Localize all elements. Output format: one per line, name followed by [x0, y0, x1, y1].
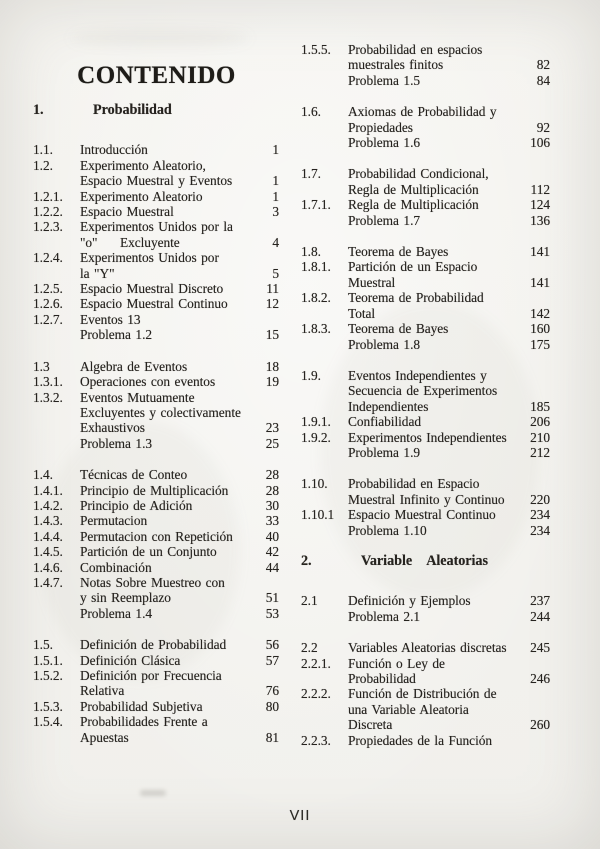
toc-section-heading: [301, 554, 550, 569]
entry-number: 1.8.3.: [301, 321, 331, 337]
entry-number: 1.3.1.: [33, 374, 63, 390]
entry-text: [80, 189, 253, 204]
toc-entry: [301, 104, 550, 135]
entry-page: 51: [265, 590, 279, 606]
entry-text: [348, 609, 524, 624]
toc-entry: [301, 135, 550, 150]
entry-page: 206: [530, 414, 550, 430]
entry-page: 82: [536, 57, 550, 73]
entry-line: la "Y": [80, 265, 115, 281]
entry-number: 1.4.7.: [33, 574, 63, 590]
entry-text: [348, 640, 524, 655]
entry-page: 5: [272, 265, 279, 281]
entry-line: Propiedades de la Función: [348, 732, 493, 748]
toc-entry: [301, 414, 550, 429]
entry-number: 1.3: [33, 358, 50, 374]
entry-text: [80, 637, 253, 652]
entry-line: Eventos 13: [80, 311, 141, 327]
entry-line: Espacio Muestral Continuo: [80, 296, 228, 312]
entry-line: Discreta: [348, 717, 393, 733]
toc-entry: [301, 73, 550, 88]
entry-page: 234: [530, 507, 550, 523]
entry-text: [348, 593, 524, 608]
entry-page: 18: [265, 358, 279, 374]
entry-page: 19: [265, 374, 279, 390]
entry-number: 1.4.1.: [33, 482, 63, 498]
entry-line: Técnicas de Conteo: [80, 467, 188, 483]
toc-entry: [33, 219, 279, 250]
entry-text: [80, 653, 253, 668]
entry-line: Principio de Multiplicación: [80, 482, 229, 498]
entry-page: 124: [530, 197, 550, 213]
entry-page: 246: [530, 671, 550, 686]
toc-block: [33, 637, 279, 745]
toc-entry: [33, 296, 279, 311]
entry-number: 1.1.: [33, 142, 53, 158]
toc-entry: [33, 668, 279, 699]
entry-number: 1.8.: [301, 244, 321, 260]
entry-text: [348, 368, 524, 414]
entry-line: Teorema de Probabilidad: [348, 290, 484, 306]
entry-line: Función de Distribución de: [348, 686, 497, 702]
entry-text: [80, 606, 253, 621]
entry-page: 11: [266, 281, 279, 297]
entry-text: [348, 104, 524, 135]
toc-entry: [301, 290, 550, 321]
entry-number: 1.3.2.: [33, 389, 63, 405]
entry-line: Problema 1.5: [348, 72, 421, 88]
entry-line: Experimentos Independientes: [348, 429, 507, 445]
entry-text: [348, 733, 524, 748]
entry-page: 234: [530, 522, 550, 538]
entry-number: 2.1: [301, 593, 318, 609]
entry-line: Probabilidad Subjetiva: [80, 698, 203, 714]
entry-line: Definición por Frecuencia: [80, 668, 222, 683]
entry-line: Partición de un Conjunto: [80, 544, 217, 560]
toc-entry: [33, 498, 279, 513]
entry-line: Algebra de Eventos: [80, 358, 188, 374]
toc-entry: [301, 640, 550, 655]
section-number: 1.: [33, 102, 44, 118]
entry-page: 220: [530, 491, 550, 507]
entry-line: Experimentos Unidos por: [80, 250, 219, 266]
toc-entry: [33, 606, 279, 621]
entry-text: [80, 560, 253, 575]
entry-line: y sin Reemplazo: [80, 590, 171, 606]
entry-line: Experimento Aleatorio,: [80, 157, 206, 173]
entry-number: 1.7.: [301, 166, 321, 182]
entry-page: 84: [536, 72, 550, 88]
entry-number: 1.9.: [301, 367, 321, 383]
toc-entry: [301, 42, 550, 73]
entry-line: Definición de Probabilidad: [80, 637, 227, 653]
entry-number: 2.2: [301, 640, 318, 656]
entry-number: 1.8.1.: [301, 259, 331, 275]
entry-page: 12: [265, 296, 279, 312]
entry-line: Relativa: [80, 683, 125, 699]
entry-text: [348, 197, 524, 212]
entry-number: 1.6.: [301, 104, 321, 120]
entry-number: 1.2.6.: [33, 296, 63, 312]
entry-number: 1.4.4.: [33, 528, 63, 544]
entry-line: muestrales finitos: [348, 57, 444, 73]
toc-block: [301, 42, 550, 88]
toc-entry: [301, 337, 550, 352]
entry-text: [80, 668, 253, 699]
entry-line: Problema 1.9: [348, 444, 421, 460]
entry-number: 1.5.3.: [33, 698, 63, 714]
entry-text: [348, 337, 524, 352]
entry-line: Introducción: [80, 142, 148, 158]
toc-entry: [301, 368, 550, 414]
entry-page: 175: [530, 336, 550, 352]
toc-entry: [33, 390, 279, 436]
entry-page: 237: [530, 593, 550, 609]
entry-text: [348, 507, 524, 522]
entry-page: 80: [265, 698, 279, 714]
scan-smudge: [70, 30, 250, 46]
toc-entry: [33, 575, 279, 606]
entry-line: Problema 1.8: [348, 336, 421, 352]
toc-entry: [301, 507, 550, 522]
entry-page: 1: [272, 173, 279, 189]
toc-entry: [301, 244, 550, 259]
entry-line: una Variable Aleatoria: [348, 701, 469, 717]
entry-number: 1.4.: [33, 467, 53, 483]
entry-text: [80, 513, 253, 528]
toc-entry: [33, 142, 279, 157]
entry-number: 1.4.6.: [33, 559, 63, 575]
entry-line: Secuencia de Experimentos: [348, 383, 498, 399]
entry-page: 112: [530, 181, 550, 197]
entry-page: 260: [530, 717, 550, 733]
entry-text: [80, 359, 253, 374]
entry-text: [348, 259, 524, 290]
entry-number: 1.2.2.: [33, 204, 63, 220]
entry-line: Probabilidad: [348, 671, 416, 686]
entry-number: 1.10.1: [301, 507, 335, 523]
entry-page: 92: [536, 119, 550, 135]
toc-entry: [33, 653, 279, 668]
entry-line: Problema 1.3: [80, 435, 153, 451]
entry-text: [80, 498, 253, 513]
entry-text: [80, 467, 253, 482]
entry-number: 1.2.7.: [33, 311, 63, 327]
entry-text: [80, 250, 253, 281]
entry-line: Probabilidad en Espacio: [348, 476, 480, 492]
entry-page: 210: [530, 429, 550, 445]
entry-text: [80, 483, 253, 498]
toc-column-left: [33, 103, 279, 761]
toc-entry: [33, 281, 279, 296]
entry-line: Problema 1.4: [80, 605, 153, 621]
entry-number: 1.9.2.: [301, 429, 331, 445]
entry-line: Probabilidad en espacios: [348, 42, 483, 57]
entry-text: [80, 544, 253, 559]
entry-text: [348, 656, 524, 687]
toc-block: [33, 359, 279, 451]
toc-entry: [33, 158, 279, 189]
entry-line: Muestral: [348, 274, 396, 290]
entry-text: [348, 244, 524, 259]
entry-page: 44: [265, 559, 279, 575]
entry-text: [80, 529, 253, 544]
toc-entry: [301, 445, 550, 460]
scan-artifact-mark: [140, 790, 166, 796]
toc-entry: [33, 204, 279, 219]
entry-line: Apuestas: [80, 729, 129, 745]
entry-number: 1.2.: [33, 157, 53, 173]
entry-line: Probabilidad Condicional,: [348, 166, 489, 182]
entry-number: 2.2.2.: [301, 686, 331, 702]
toc-entry: [301, 197, 550, 212]
entry-page: 28: [265, 467, 279, 483]
entry-page: 56: [265, 637, 279, 653]
entry-page: 4: [272, 234, 279, 250]
entry-line: Permutacion con Repetición: [80, 528, 233, 544]
entry-number: 1.4.5.: [33, 544, 63, 560]
entry-text: [80, 436, 253, 451]
entry-line: Independientes: [348, 398, 429, 414]
toc-entry: [301, 259, 550, 290]
entry-page: 33: [265, 513, 279, 529]
entry-page: 141: [530, 244, 550, 260]
entry-page: 25: [265, 435, 279, 451]
toc-entry: [33, 250, 279, 281]
toc-block: [301, 476, 550, 538]
entry-text: [80, 390, 253, 436]
entry-text: [80, 312, 253, 327]
entry-line: Regla de Multiplicación: [348, 181, 479, 197]
entry-line: Permutacion: [80, 513, 148, 529]
entry-page: 136: [530, 212, 550, 228]
toc-entry: [33, 699, 279, 714]
entry-text: [80, 374, 253, 389]
toc-entry: [33, 637, 279, 652]
entry-text: [348, 135, 524, 150]
toc-entry: [33, 359, 279, 374]
entry-number: 1.5.5.: [301, 42, 331, 57]
entry-line: Experimentos Unidos por la: [80, 219, 233, 235]
toc-entry: [33, 189, 279, 204]
entry-number: 1.2.3.: [33, 219, 63, 235]
entry-text: [348, 73, 524, 88]
entry-line: Propiedades: [348, 119, 413, 135]
toc-entry: [33, 529, 279, 544]
toc-entry: [301, 686, 550, 732]
entry-line: Exhaustivos: [80, 420, 145, 436]
entry-line: Función o Ley de: [348, 655, 445, 671]
entry-text: [80, 714, 253, 745]
entry-line: Problema 1.6: [348, 135, 421, 151]
entry-text: [80, 204, 253, 219]
entry-text: [80, 158, 253, 189]
entry-line: Excluyentes y colectivamente: [80, 404, 241, 420]
toc-block: [301, 640, 550, 748]
entry-line: Regla de Multiplicación: [348, 197, 479, 213]
entry-text: [348, 430, 524, 445]
entry-text: [348, 166, 524, 197]
toc-block: [301, 104, 550, 150]
entry-page: 1: [272, 142, 279, 158]
entry-text: [348, 213, 524, 228]
entry-text: [348, 290, 524, 321]
entry-page: 245: [530, 640, 550, 656]
entry-line: Combinación: [80, 559, 152, 575]
entry-number: 1.10.: [301, 476, 328, 492]
entry-number: 1.2.5.: [33, 281, 63, 297]
toc-entry: [301, 430, 550, 445]
entry-text: [80, 327, 253, 342]
entry-line: Eventos Mutuamente: [80, 389, 195, 405]
toc-block: [301, 368, 550, 460]
entry-line: Teorema de Bayes: [348, 321, 449, 337]
toc-entry: [33, 467, 279, 482]
entry-number: 1.4.3.: [33, 513, 63, 529]
entry-page: 53: [265, 605, 279, 621]
toc-block: [301, 244, 550, 352]
toc-block: [301, 593, 550, 624]
toc-entry: [33, 513, 279, 528]
entry-line: "o" Excluyente: [80, 234, 180, 250]
toc-entry: [33, 483, 279, 498]
entry-number: 1.9.1.: [301, 414, 331, 430]
entry-number: 1.2.1.: [33, 188, 63, 204]
entry-line: Problema 1.7: [348, 212, 421, 228]
entry-number: 1.5.4.: [33, 714, 63, 730]
toc-block: [33, 142, 279, 342]
toc-entry: [33, 544, 279, 559]
page-number-footer: VII: [289, 808, 311, 824]
entry-text: [348, 476, 524, 507]
entry-number: 2.2.3.: [301, 732, 331, 748]
toc-entry: [301, 213, 550, 228]
entry-line: Partición de un Espacio: [348, 259, 478, 275]
entry-number: 1.5.1.: [33, 652, 63, 668]
toc-entry: [301, 523, 550, 538]
entry-number: 1.5.: [33, 637, 53, 653]
entry-page: 106: [530, 135, 550, 151]
entry-page: 57: [265, 652, 279, 668]
entry-page: 142: [530, 305, 550, 321]
entry-line: Espacio Muestral Continuo: [348, 507, 496, 523]
entry-line: Operaciones con eventos: [80, 374, 216, 390]
toc-entry: [301, 476, 550, 507]
entry-line: Problema 1.2: [80, 327, 153, 343]
entry-page: 81: [265, 729, 279, 745]
entry-text: [348, 414, 524, 429]
entry-text: [348, 42, 524, 73]
entry-line: Espacio Muestral y Eventos: [80, 173, 233, 189]
entry-page: 141: [530, 274, 550, 290]
entry-line: Notas Sobre Muestreo con: [80, 574, 225, 590]
toc-block: [33, 467, 279, 621]
entry-page: 3: [272, 204, 279, 220]
toc-section-heading: [33, 103, 279, 118]
entry-number: 1.4.2.: [33, 497, 63, 513]
section-title: Probabilidad: [93, 102, 172, 118]
entry-text: [348, 321, 524, 336]
toc-entry: [301, 609, 550, 624]
toc-block: [301, 166, 550, 228]
toc-entry: [301, 733, 550, 748]
entry-page: 15: [265, 327, 279, 343]
toc-entry: [33, 560, 279, 575]
entry-text: [348, 686, 524, 732]
toc-entry: [33, 374, 279, 389]
entry-line: Total: [348, 305, 376, 321]
toc-entry: [33, 327, 279, 342]
toc-entry: [301, 166, 550, 197]
entry-page: 23: [265, 420, 279, 436]
entry-line: Principio de Adición: [80, 497, 193, 513]
entry-page: 244: [530, 608, 550, 624]
entry-line: Espacio Muestral: [80, 204, 174, 220]
toc-entry: [33, 312, 279, 327]
entry-text: [80, 281, 253, 296]
toc-entry: [301, 593, 550, 608]
entry-page: 42: [265, 544, 279, 560]
entry-text: [348, 445, 524, 460]
entry-page: 160: [530, 321, 550, 337]
entry-number: 1.8.2.: [301, 290, 331, 306]
entry-line: Definición Clásica: [80, 652, 181, 668]
entry-line: Variables Aleatorias discretas: [348, 640, 507, 656]
entry-text: [80, 575, 253, 606]
toc-entry: [301, 656, 550, 687]
entry-line: Probabilidades Frente a: [80, 714, 208, 730]
entry-line: Experimento Aleatorio: [80, 188, 203, 204]
entry-line: Eventos Independientes y: [348, 367, 487, 383]
toc-column-right: [301, 42, 550, 764]
entry-text: [348, 523, 524, 538]
entry-line: Axiomas de Probabilidad y: [348, 104, 497, 120]
section-title: Variable Aleatorias: [361, 552, 488, 569]
toc-entry: [33, 436, 279, 451]
entry-number: 1.7.1.: [301, 197, 331, 213]
entry-text: [80, 699, 253, 714]
entry-page: 185: [530, 398, 550, 414]
entry-text: [80, 296, 253, 311]
entry-line: Espacio Muestral Discreto: [80, 281, 224, 297]
entry-page: 1: [272, 188, 279, 204]
entry-line: Teorema de Bayes: [348, 244, 449, 260]
toc-entry: [33, 714, 279, 745]
entry-number: 1.5.2.: [33, 668, 63, 683]
section-number: 2.: [301, 552, 312, 569]
page-title: CONTENIDO: [77, 62, 236, 89]
entry-text: [80, 142, 253, 157]
entry-number: 2.2.1.: [301, 655, 331, 671]
entry-line: Problema 2.1: [348, 608, 421, 624]
entry-line: Problema 1.10: [348, 522, 427, 538]
entry-page: 212: [530, 444, 550, 460]
entry-line: Confiabilidad: [348, 414, 421, 430]
entry-number: 1.2.4.: [33, 250, 63, 266]
entry-page: 40: [265, 528, 279, 544]
entry-page: 28: [265, 482, 279, 498]
entry-page: 76: [265, 683, 279, 699]
toc-entry: [301, 321, 550, 336]
entry-page: 30: [265, 497, 279, 513]
entry-line: Muestral Infinito y Continuo: [348, 491, 505, 507]
entry-text: [80, 219, 253, 250]
entry-line: Definición y Ejemplos: [348, 593, 471, 609]
